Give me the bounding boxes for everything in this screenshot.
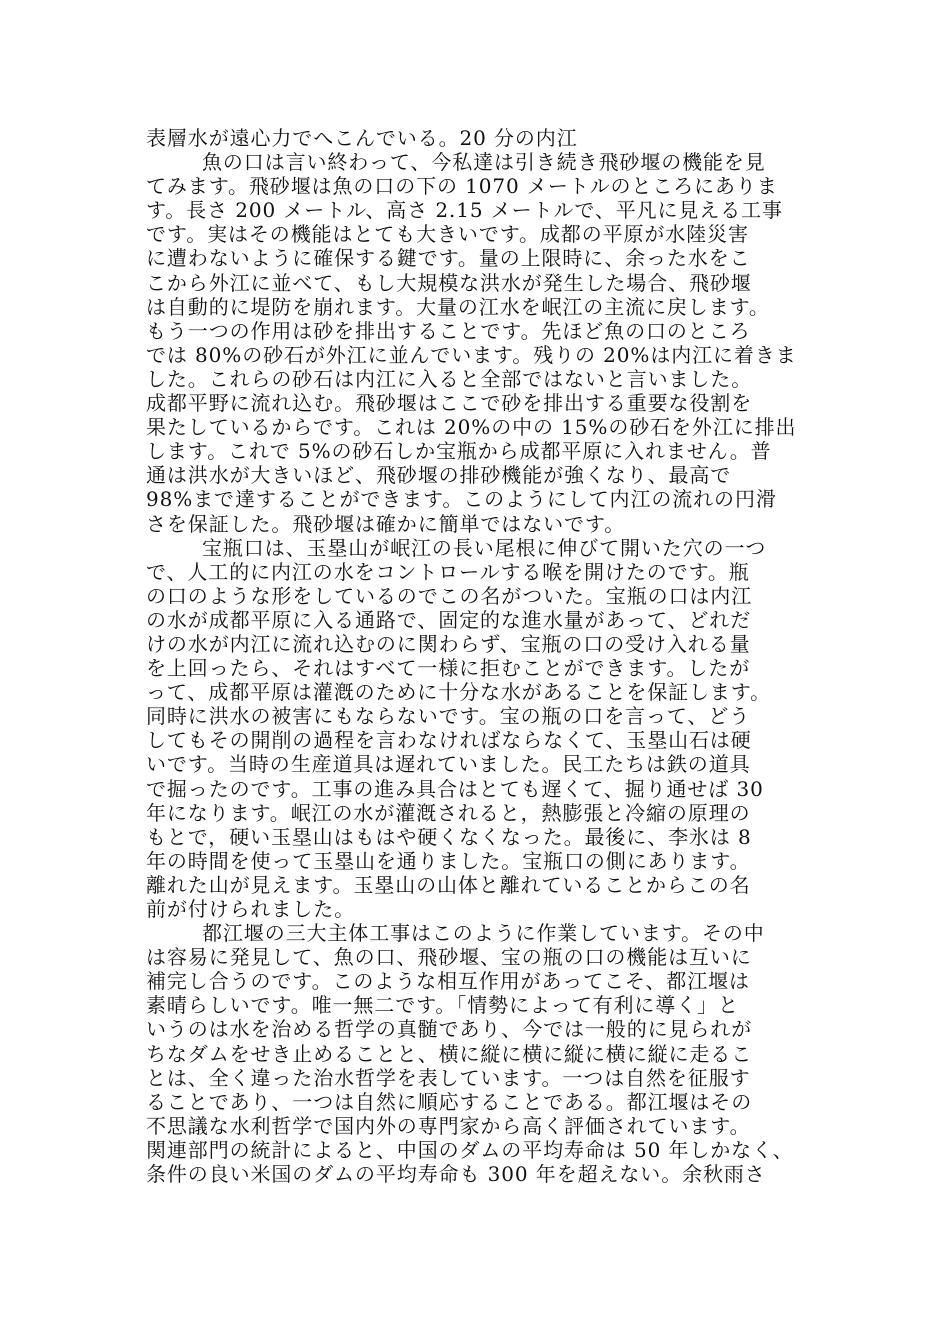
text-line: は容易に発見して、魚の口、飛砂堰、宝の瓶の口の機能は互いに xyxy=(146,945,752,970)
text-line: 成都平野に流れ込む。飛砂堰はここで砂を排出する重要な役割を xyxy=(146,391,753,416)
text-line: けの水が内江に流れ込むのに関わらず、宝瓶の口の受け入れる量 xyxy=(146,631,751,656)
paragraph xyxy=(146,536,826,922)
text-line: 離れた山が見えます。玉塁山の山体と離れていることからこの名 xyxy=(146,872,751,897)
text-line: 通は洪水が大きいほど、飛砂堰の排砂機能が強くなり、最高で xyxy=(146,463,732,488)
text-line: 魚の口は言い終わって、今私達は引き続き飛砂堰の機能を見 xyxy=(202,150,766,175)
text-line: ることであり、一つは自然に順応することである。都江堰はその xyxy=(146,1089,753,1114)
text-line: いです。当時の生産道具は遅れていました。民工たちは鉄の道具 xyxy=(146,752,751,777)
text-line: します。これで 5%の砂石しか宝瓶から成都平原に入れません。普 xyxy=(146,439,772,464)
text-line: 宝瓶口は、玉塁山が岷江の長い尾根に伸びて開いた穴の一つ xyxy=(202,535,767,560)
text-line: です。実はその機能はとても大きいです。成都の平原が水陸災害 xyxy=(146,222,749,247)
text-line: とは、全く違った治水哲学を表しています。一つは自然を征服す xyxy=(146,1065,751,1090)
text-line: いうのは水を治める哲学の真髄であり、今では一般的に見られが xyxy=(146,1017,753,1042)
text-line: で、人工的に内江の水をコントロールする喉を開けたのです。瓶 xyxy=(146,559,750,584)
text-line: 不思議な水利哲学で国内外の専門家から高く評価されています。 xyxy=(146,1113,751,1138)
text-line: 関連部門の統計によると、中国のダムの平均寿命は 50 年しかなく、 xyxy=(146,1137,794,1162)
text-line: 表層水が遠心力でへこんでいる。20 分の内江 xyxy=(146,126,578,150)
text-line: す。長さ 200 メートル、高さ 2.15 メートルで、平凡に見える工事 xyxy=(146,198,783,223)
text-line: 条件の良い米国のダムの平均寿命も 300 年を超えない。余秋雨さ xyxy=(146,1162,766,1187)
text-line: に遭わないように確保する鍵です。量の上限時に、余った水をこ xyxy=(146,246,751,271)
text-line: 果たしているからです。これは 20%の中の 15%の砂石を外江に排出 xyxy=(146,415,797,440)
text-line: の水が成都平原に入る通路で、固定的な進水量があって、どれだ xyxy=(146,607,752,632)
paragraph xyxy=(146,921,826,1186)
text-line: もう一つの作用は砂を排出することです。先ほど魚の口のところ xyxy=(146,318,751,343)
text-line: 同時に洪水の被害にもならないです。宝の瓶の口を言って、どう xyxy=(146,704,751,729)
text-line: 素晴らしいです。唯一無二です。「情勢によって有利に導く」と xyxy=(146,993,739,1018)
text-line: 都江堰の三大主体工事はこのように作業しています。その中 xyxy=(202,921,765,946)
body-text xyxy=(146,126,826,1186)
text-line: を上回ったら、それはすべて一様に拒むことができます。したが xyxy=(146,656,751,681)
text-line: 補完し合うのです。このような相互作用があってこそ、都江堰は xyxy=(146,969,750,994)
paragraph xyxy=(146,126,826,150)
text-line: さを保証した。飛砂堰は確かに簡単ではないです。 xyxy=(146,511,626,536)
text-line: した。これらの砂石は内江に入ると全部ではないと言いました。 xyxy=(146,366,753,391)
text-line: もとで，硬い玉塁山はもはや硬くなくなった。最後に、李氷は 8 xyxy=(146,824,752,849)
text-line: こから外江に並べて、もし大規模な洪水が発生した場合、飛砂堰 xyxy=(146,270,752,295)
text-line: 年になります。岷江の水が灌漑されると，熱膨張と冷縮の原理の xyxy=(146,800,751,825)
text-line: ちなダムをせき止めることと、横に縦に横に縦に横に縦に走るこ xyxy=(146,1041,753,1066)
paragraph xyxy=(146,150,826,536)
text-line: 年の時間を使って玉塁山を通りました。宝瓶口の側にあります。 xyxy=(146,848,751,873)
text-line: してもその開削の過程を言わなければならなくて、玉塁山石は硬 xyxy=(146,728,752,753)
text-line: てみます。飛砂堰は魚の口の下の 1070 メートルのところにありま xyxy=(146,174,778,199)
text-line: 前が付けられました。 xyxy=(146,897,355,921)
text-line: って、成都平原は灌漑のために十分な水があることを保証します。 xyxy=(146,680,771,705)
text-line: で掘ったのです。工事の進み具合はとても遅くて、掘り通せば 30 xyxy=(146,776,764,801)
text-line: では 80%の砂石が外江に並んでいます。残りの 20%は内江に着きま xyxy=(146,342,797,367)
text-line: 98%まで達することができます。このようにして内江の流れの円滑 xyxy=(146,487,777,512)
text-line: の口のような形をしているのでこの名がついた。宝瓶の口は内江 xyxy=(146,583,753,608)
text-line: は自動的に堤防を崩れます。大量の江水を岷江の主流に戻します。 xyxy=(146,294,770,319)
